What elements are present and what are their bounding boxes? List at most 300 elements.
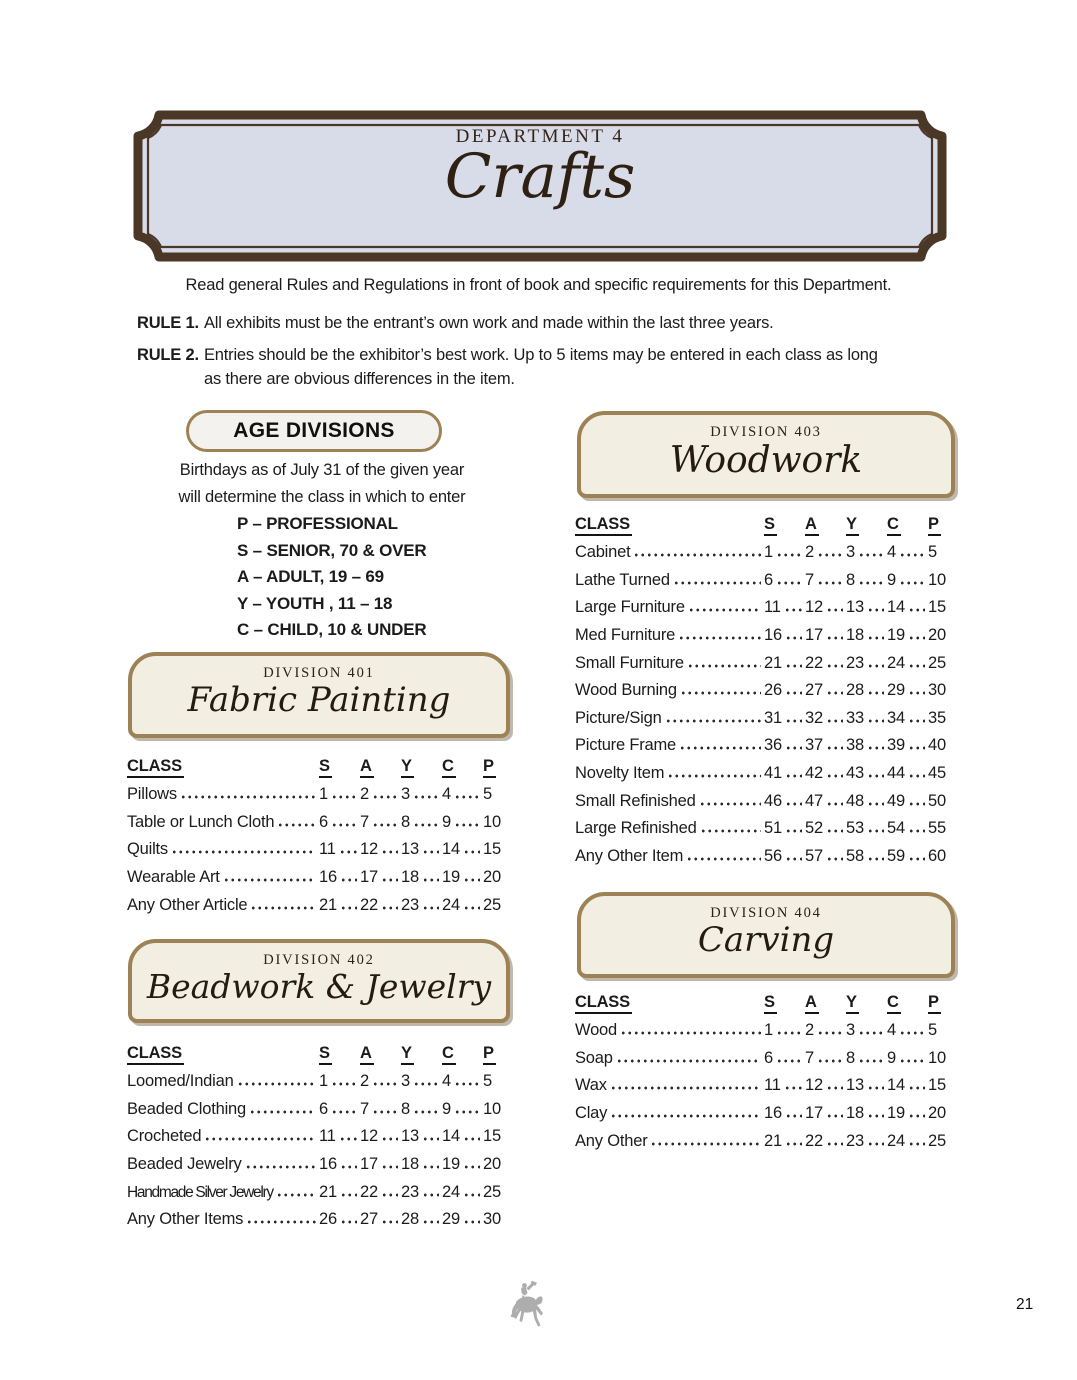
class-number: 14 [887, 1076, 905, 1095]
class-number: 30 [928, 681, 946, 700]
dot-leader [908, 745, 925, 751]
dot-leader [422, 877, 439, 883]
class-label: Large Refinished [575, 819, 697, 838]
table-header [575, 986, 956, 1014]
dot-leader [246, 1219, 316, 1225]
class-label: Clay [575, 1103, 608, 1122]
dot-leader [223, 877, 316, 883]
class-number: 24 [887, 1131, 905, 1150]
age-code-professional: P – PROFESSIONAL [237, 514, 398, 533]
dot-leader [899, 1030, 925, 1036]
age-note-line-1: Birthdays as of July 31 of the given year [179, 461, 465, 479]
class-number: 30 [483, 1210, 501, 1229]
dot-leader [422, 905, 439, 911]
class-number: 54 [887, 819, 905, 838]
dot-leader [237, 1081, 316, 1087]
header-s: S [764, 993, 777, 1014]
class-number: 22 [805, 1131, 823, 1150]
table-row [575, 701, 956, 729]
class-number: 14 [442, 840, 460, 859]
table-row [575, 618, 956, 646]
class-number: 24 [887, 653, 905, 672]
class-number: 12 [805, 598, 823, 617]
header-a: A [805, 993, 819, 1014]
class-number: 11 [319, 840, 336, 859]
class-number: 17 [805, 625, 823, 644]
dot-leader [422, 1219, 439, 1225]
class-number: 4 [887, 1021, 896, 1040]
table-body [127, 778, 511, 916]
class-number: 18 [846, 1103, 864, 1122]
dot-leader [908, 801, 925, 807]
class-label: Wood Burning [575, 681, 677, 700]
class-number: 42 [805, 763, 823, 782]
intro-line: Read general Rules and Regulations in front of book and specific requirements for this Department. [185, 276, 892, 294]
class-number: 34 [887, 708, 905, 727]
table-row [127, 860, 511, 888]
dot-leader [826, 773, 843, 779]
table-row [575, 1069, 956, 1097]
class-number: 11 [319, 1127, 336, 1146]
class-number: 4 [442, 1072, 451, 1091]
class-number: 18 [401, 867, 419, 886]
dot-leader [908, 1085, 925, 1091]
dot-leader [463, 849, 480, 855]
dot-leader [680, 690, 761, 696]
table-row [575, 1124, 956, 1152]
class-number: 13 [846, 1076, 864, 1095]
dot-leader [826, 1141, 843, 1147]
dot-leader [413, 822, 439, 828]
class-label: Lathe Turned [575, 570, 670, 589]
dot-leader [610, 1113, 761, 1119]
class-label: Large Furniture [575, 598, 685, 617]
division-404-heading: DIVISION 404 [710, 905, 822, 921]
header-class: CLASS [127, 1044, 184, 1065]
dot-leader [785, 773, 802, 779]
dot-leader [372, 1109, 398, 1115]
class-number: 35 [928, 708, 946, 727]
class-number: 27 [360, 1210, 378, 1229]
dot-leader [180, 794, 316, 800]
class-number: 60 [928, 846, 946, 865]
table-row [575, 839, 956, 867]
dot-leader [908, 828, 925, 834]
class-number: 19 [442, 1154, 460, 1173]
class-number: 1 [764, 543, 773, 562]
dot-leader [817, 1030, 843, 1036]
dot-leader [679, 745, 761, 751]
dot-leader [687, 663, 761, 669]
dot-leader [616, 1058, 761, 1064]
table-row [127, 833, 511, 861]
class-number: 37 [805, 736, 823, 755]
header-c: C [887, 993, 901, 1014]
class-number: 8 [846, 1048, 855, 1067]
header-class: CLASS [575, 993, 632, 1014]
dot-leader [422, 849, 439, 855]
dot-leader [422, 1164, 439, 1170]
class-number: 25 [928, 653, 946, 672]
class-number: 6 [319, 1099, 328, 1118]
class-number: 5 [483, 785, 492, 804]
class-number: 23 [401, 895, 419, 914]
table-body [575, 1014, 956, 1152]
dot-leader [688, 607, 761, 613]
class-number: 19 [887, 625, 905, 644]
class-number: 25 [928, 1131, 946, 1150]
dot-leader [826, 745, 843, 751]
dot-leader [785, 690, 802, 696]
dot-leader [785, 1141, 802, 1147]
class-label: Picture/Sign [575, 708, 662, 727]
class-number: 20 [928, 625, 946, 644]
division-404-box [577, 892, 955, 978]
class-label: Handmade Silver Jewelry [127, 1183, 273, 1201]
class-label: Novelty Item [575, 763, 665, 782]
class-label: Wax [575, 1076, 607, 1095]
class-number: 20 [483, 1154, 501, 1173]
dot-leader [858, 580, 884, 586]
division-404-table [575, 986, 956, 1152]
class-label: Cabinet [575, 543, 631, 562]
header-p: P [483, 757, 496, 778]
division-403-table [575, 508, 956, 867]
class-label: Crocheted [127, 1127, 202, 1146]
class-number: 4 [887, 543, 896, 562]
dot-leader [908, 635, 925, 641]
dot-leader [171, 849, 316, 855]
dot-leader [413, 1109, 439, 1115]
class-number: 24 [442, 1182, 460, 1201]
class-number: 20 [928, 1103, 946, 1122]
age-code-child: C – CHILD, 10 & UNDER [237, 620, 427, 640]
dot-leader [678, 635, 761, 641]
class-number: 23 [846, 653, 864, 672]
department-banner [133, 110, 947, 262]
class-number: 1 [764, 1021, 773, 1040]
table-row [575, 756, 956, 784]
page-title: Crafts [444, 141, 636, 212]
dot-leader [817, 1058, 843, 1064]
class-number: 21 [764, 1131, 782, 1150]
table-row [575, 563, 956, 591]
class-number: 7 [360, 812, 369, 831]
age-note-line-2: will determine the class in which to enter [178, 488, 466, 506]
rule-2 [137, 344, 878, 391]
dot-leader [908, 607, 925, 613]
dot-leader [204, 1136, 316, 1142]
rule-2-label: RULE 2. [137, 346, 199, 364]
dot-leader [372, 1081, 398, 1087]
class-number: 28 [401, 1210, 419, 1229]
dot-leader [381, 1192, 398, 1198]
class-number: 21 [319, 1182, 337, 1201]
class-number: 57 [805, 846, 823, 865]
class-label: Beaded Clothing [127, 1099, 247, 1118]
division-403-heading: DIVISION 403 [710, 424, 822, 440]
class-number: 16 [764, 1103, 782, 1122]
class-label: Pillows [127, 785, 177, 804]
table-row [127, 1065, 511, 1093]
class-number: 6 [764, 570, 773, 589]
dot-leader [785, 1113, 802, 1119]
header-y: Y [401, 1044, 414, 1065]
dot-leader [331, 822, 357, 828]
class-number: 23 [401, 1182, 419, 1201]
class-number: 1 [319, 1072, 328, 1091]
dot-leader [454, 794, 480, 800]
division-401-heading: DIVISION 401 [263, 665, 375, 681]
rule-1-text: All exhibits must be the entrant’s own work and made within the last three years. [204, 314, 774, 332]
dot-leader [454, 1081, 480, 1087]
dot-leader [331, 794, 357, 800]
dot-leader [826, 828, 843, 834]
class-number: 48 [846, 791, 864, 810]
dot-leader [776, 1030, 802, 1036]
class-number: 3 [846, 543, 855, 562]
class-number: 43 [846, 763, 864, 782]
dot-leader [908, 690, 925, 696]
class-number: 55 [928, 819, 946, 838]
dot-leader [339, 849, 357, 855]
dot-leader [454, 1109, 480, 1115]
table-body [127, 1065, 511, 1231]
dot-leader [908, 856, 925, 862]
dot-leader [858, 552, 884, 558]
class-number: 10 [928, 1048, 946, 1067]
rule-1-label: RULE 1. [137, 314, 199, 332]
age-code-youth: Y – YOUTH , 11 – 18 [237, 593, 393, 613]
dot-leader [454, 822, 480, 828]
dot-leader [699, 801, 761, 807]
division-402-heading: DIVISION 402 [263, 952, 375, 968]
dot-leader [340, 1192, 357, 1198]
dot-leader [463, 1136, 480, 1142]
header-a: A [360, 757, 374, 778]
class-number: 19 [887, 1103, 905, 1122]
table-row [575, 729, 956, 757]
dot-leader [340, 905, 357, 911]
dot-leader [372, 822, 398, 828]
class-number: 38 [846, 736, 864, 755]
class-number: 25 [483, 895, 501, 914]
table-row [127, 1147, 511, 1175]
class-number: 13 [846, 598, 864, 617]
class-number: 8 [401, 812, 410, 831]
class-label: Any Other Items [127, 1210, 244, 1229]
dot-leader [381, 1164, 398, 1170]
class-number: 56 [764, 846, 782, 865]
header-s: S [319, 757, 332, 778]
class-number: 7 [805, 570, 814, 589]
class-number: 15 [928, 598, 946, 617]
dot-leader [340, 877, 357, 883]
table-row [127, 1203, 511, 1231]
table-row [127, 1120, 511, 1148]
class-label: Any Other Article [127, 895, 248, 914]
class-label: Loomed/Indian [127, 1072, 234, 1091]
class-number: 15 [483, 840, 501, 859]
dot-leader [381, 849, 398, 855]
class-number: 21 [764, 653, 782, 672]
class-number: 12 [360, 840, 378, 859]
class-number: 1 [319, 785, 328, 804]
class-number: 28 [846, 681, 864, 700]
class-number: 24 [442, 895, 460, 914]
class-number: 26 [764, 681, 782, 700]
class-number: 23 [846, 1131, 864, 1150]
dot-leader [826, 607, 843, 613]
dot-leader [381, 905, 398, 911]
class-number: 2 [360, 1072, 369, 1091]
dot-leader [413, 794, 439, 800]
dot-leader [867, 856, 884, 862]
class-label: Wood [575, 1021, 618, 1040]
dot-leader [249, 1109, 316, 1115]
age-divisions-box [186, 410, 442, 452]
dot-leader [785, 635, 802, 641]
class-number: 58 [846, 846, 864, 865]
class-number: 2 [805, 1021, 814, 1040]
class-label: Med Furniture [575, 625, 676, 644]
division-401-box [128, 652, 510, 738]
division-402-title: Beadwork & Jewelry [146, 967, 492, 1006]
class-number: 2 [360, 785, 369, 804]
class-number: 18 [846, 625, 864, 644]
rule-2-text: Entries should be the exhibitor’s best work. Up to 5 items may be entered in each class as long as there are obvious differences in the item. [204, 346, 878, 388]
class-number: 5 [483, 1072, 492, 1091]
class-number: 40 [928, 736, 946, 755]
class-number: 33 [846, 708, 864, 727]
table-row [127, 1092, 511, 1120]
dot-leader [826, 1085, 843, 1091]
class-number: 4 [442, 785, 451, 804]
class-number: 21 [319, 895, 337, 914]
class-number: 5 [928, 1021, 937, 1040]
header-y: Y [846, 993, 859, 1014]
dot-leader [650, 1141, 761, 1147]
class-number: 59 [887, 846, 905, 865]
class-number: 11 [764, 598, 781, 617]
dot-leader [908, 773, 925, 779]
dot-leader [686, 856, 761, 862]
class-number: 18 [401, 1154, 419, 1173]
class-number: 9 [442, 812, 451, 831]
header-p: P [928, 993, 941, 1014]
class-number: 26 [319, 1210, 337, 1229]
dot-leader [908, 718, 925, 724]
dot-leader [776, 552, 802, 558]
page-number: 21 [1016, 1296, 1034, 1313]
dot-leader [867, 635, 884, 641]
age-divisions-title: AGE DIVISIONS [233, 419, 395, 442]
class-number: 47 [805, 791, 823, 810]
class-number: 49 [887, 791, 905, 810]
class-number: 6 [319, 812, 328, 831]
dot-leader [785, 663, 802, 669]
class-number: 50 [928, 791, 946, 810]
dot-leader [908, 1141, 925, 1147]
class-number: 10 [483, 812, 501, 831]
class-number: 46 [764, 791, 782, 810]
header-p: P [483, 1044, 496, 1065]
division-403-title: Woodwork [669, 440, 863, 481]
dot-leader [826, 690, 843, 696]
class-number: 52 [805, 819, 823, 838]
dot-leader [463, 1164, 480, 1170]
age-code-adult: A – ADULT, 19 – 69 [237, 567, 384, 587]
class-number: 9 [887, 570, 896, 589]
class-number: 6 [764, 1048, 773, 1067]
class-label: Picture Frame [575, 736, 677, 755]
dot-leader [422, 1136, 439, 1142]
dot-leader [784, 607, 802, 613]
class-number: 7 [805, 1048, 814, 1067]
class-number: 39 [887, 736, 905, 755]
dot-leader [826, 663, 843, 669]
table-row [575, 1096, 956, 1124]
class-label: Small Furniture [575, 653, 684, 672]
dot-leader [610, 1085, 761, 1091]
dot-leader [867, 801, 884, 807]
dot-leader [667, 773, 761, 779]
dot-leader [867, 1113, 884, 1119]
table-header [575, 508, 956, 536]
dot-leader [908, 1113, 925, 1119]
dot-leader [776, 580, 802, 586]
division-402-box [128, 939, 510, 1023]
class-number: 36 [764, 736, 782, 755]
dot-leader [826, 801, 843, 807]
dot-leader [899, 580, 925, 586]
header-p: P [928, 515, 941, 536]
class-label: Any Other [575, 1131, 648, 1150]
header-class: CLASS [575, 515, 632, 536]
dot-leader [867, 828, 884, 834]
header-y: Y [401, 757, 414, 778]
table-body [575, 536, 956, 867]
dot-leader [908, 663, 925, 669]
dot-leader [381, 1136, 398, 1142]
dot-leader [785, 856, 802, 862]
dot-leader [867, 1141, 884, 1147]
age-divisions-note [127, 457, 517, 511]
dot-leader [899, 552, 925, 558]
class-number: 51 [764, 819, 782, 838]
header-c: C [442, 1044, 456, 1065]
dot-leader [463, 877, 480, 883]
header-s: S [319, 1044, 332, 1065]
class-number: 17 [360, 867, 378, 886]
class-label: Any Other Item [575, 846, 684, 865]
table-row [127, 888, 511, 916]
class-number: 17 [805, 1103, 823, 1122]
class-number: 3 [401, 1072, 410, 1091]
dot-leader [817, 552, 843, 558]
dot-leader [665, 718, 761, 724]
class-number: 14 [887, 598, 905, 617]
class-number: 11 [764, 1076, 781, 1095]
dot-leader [867, 718, 884, 724]
dot-leader [331, 1081, 357, 1087]
dot-leader [785, 745, 802, 751]
class-number: 44 [887, 763, 905, 782]
dot-leader [463, 1219, 480, 1225]
dot-leader [633, 552, 761, 558]
dot-leader [785, 801, 802, 807]
class-number: 31 [764, 708, 782, 727]
